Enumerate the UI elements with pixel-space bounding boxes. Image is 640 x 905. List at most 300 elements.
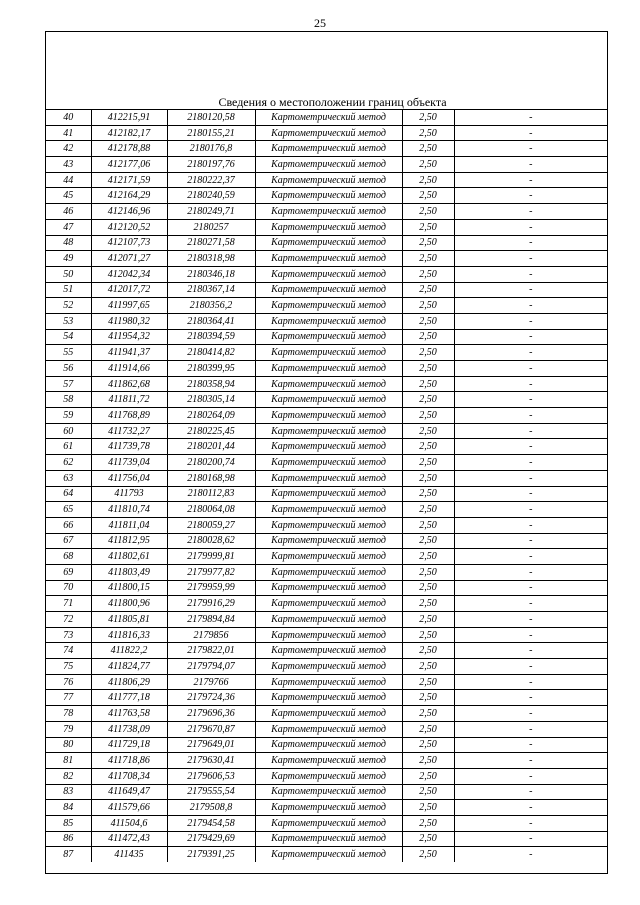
x-coordinate-cell: 411768,89: [91, 408, 167, 424]
method-cell: Картометрический метод: [255, 361, 402, 377]
table-row: [46, 847, 607, 862]
accuracy-cell: 2,50: [402, 564, 454, 580]
y-coordinate-cell: 2180201,44: [167, 439, 255, 455]
point-number-cell: 45: [46, 188, 91, 204]
table-row: [46, 282, 607, 298]
y-coordinate-cell: 2180240,59: [167, 188, 255, 204]
x-coordinate-cell: 411729,18: [91, 737, 167, 753]
accuracy-cell: 2,50: [402, 533, 454, 549]
x-coordinate-cell: 412071,27: [91, 251, 167, 267]
x-coordinate-cell: 412171,59: [91, 172, 167, 188]
y-coordinate-cell: 2179916,29: [167, 596, 255, 612]
description-cell: -: [454, 455, 607, 471]
method-cell: Картометрический метод: [255, 266, 402, 282]
point-number-cell: 62: [46, 455, 91, 471]
point-number-cell: 80: [46, 737, 91, 753]
point-number-cell: 79: [46, 721, 91, 737]
point-number-cell: 43: [46, 157, 91, 173]
coordinates-table: [46, 109, 607, 862]
method-cell: Картометрический метод: [255, 784, 402, 800]
description-cell: -: [454, 674, 607, 690]
x-coordinate-cell: 411824,77: [91, 659, 167, 675]
method-cell: Картометрический метод: [255, 298, 402, 314]
x-coordinate-cell: 411914,66: [91, 361, 167, 377]
method-cell: Картометрический метод: [255, 408, 402, 424]
method-cell: Картометрический метод: [255, 737, 402, 753]
description-cell: -: [454, 219, 607, 235]
description-cell: -: [454, 266, 607, 282]
y-coordinate-cell: 2180155,21: [167, 125, 255, 141]
method-cell: Картометрический метод: [255, 659, 402, 675]
method-cell: Картометрический метод: [255, 392, 402, 408]
point-number-cell: 73: [46, 627, 91, 643]
description-cell: -: [454, 753, 607, 769]
description-cell: -: [454, 313, 607, 329]
table-row: [46, 157, 607, 173]
point-number-cell: 55: [46, 345, 91, 361]
point-number-cell: 50: [46, 266, 91, 282]
y-coordinate-cell: 2179454,58: [167, 815, 255, 831]
x-coordinate-cell: 411777,18: [91, 690, 167, 706]
point-number-cell: 61: [46, 439, 91, 455]
table-row: [46, 266, 607, 282]
method-cell: Картометрический метод: [255, 643, 402, 659]
table-row: [46, 423, 607, 439]
point-number-cell: 64: [46, 486, 91, 502]
table-row: [46, 251, 607, 267]
point-number-cell: 46: [46, 204, 91, 220]
table-row: [46, 627, 607, 643]
point-number-cell: 85: [46, 815, 91, 831]
point-number-cell: 77: [46, 690, 91, 706]
table-row: [46, 313, 607, 329]
y-coordinate-cell: 2179724,36: [167, 690, 255, 706]
method-cell: Картометрический метод: [255, 502, 402, 518]
y-coordinate-cell: 2180222,37: [167, 172, 255, 188]
description-cell: -: [454, 298, 607, 314]
point-number-cell: 82: [46, 768, 91, 784]
accuracy-cell: 2,50: [402, 266, 454, 282]
x-coordinate-cell: 411738,09: [91, 721, 167, 737]
accuracy-cell: 2,50: [402, 612, 454, 628]
method-cell: Картометрический метод: [255, 423, 402, 439]
table-row: [46, 533, 607, 549]
point-number-cell: 74: [46, 643, 91, 659]
description-cell: -: [454, 690, 607, 706]
x-coordinate-cell: 412164,29: [91, 188, 167, 204]
x-coordinate-cell: 411810,74: [91, 502, 167, 518]
table-row: [46, 737, 607, 753]
table-row: [46, 643, 607, 659]
method-cell: Картометрический метод: [255, 580, 402, 596]
accuracy-cell: 2,50: [402, 674, 454, 690]
description-cell: -: [454, 549, 607, 565]
y-coordinate-cell: 2179894,84: [167, 612, 255, 628]
description-cell: -: [454, 188, 607, 204]
x-coordinate-cell: 411718,86: [91, 753, 167, 769]
description-cell: -: [454, 110, 607, 126]
method-cell: Картометрический метод: [255, 125, 402, 141]
point-number-cell: 41: [46, 125, 91, 141]
accuracy-cell: 2,50: [402, 423, 454, 439]
x-coordinate-cell: 411756,04: [91, 470, 167, 486]
point-number-cell: 75: [46, 659, 91, 675]
x-coordinate-cell: 411579,66: [91, 800, 167, 816]
y-coordinate-cell: 2180064,08: [167, 502, 255, 518]
y-coordinate-cell: 2179429,69: [167, 831, 255, 847]
accuracy-cell: 2,50: [402, 110, 454, 126]
description-cell: -: [454, 408, 607, 424]
point-number-cell: 49: [46, 251, 91, 267]
point-number-cell: 48: [46, 235, 91, 251]
point-number-cell: 65: [46, 502, 91, 518]
table-row: [46, 470, 607, 486]
method-cell: Картометрический метод: [255, 141, 402, 157]
x-coordinate-cell: 411954,32: [91, 329, 167, 345]
y-coordinate-cell: 2180112,83: [167, 486, 255, 502]
table-row: [46, 831, 607, 847]
x-coordinate-cell: 411732,27: [91, 423, 167, 439]
method-cell: Картометрический метод: [255, 800, 402, 816]
point-number-cell: 87: [46, 847, 91, 862]
method-cell: Картометрический метод: [255, 721, 402, 737]
accuracy-cell: 2,50: [402, 313, 454, 329]
point-number-cell: 72: [46, 612, 91, 628]
accuracy-cell: 2,50: [402, 690, 454, 706]
description-cell: -: [454, 517, 607, 533]
accuracy-cell: 2,50: [402, 188, 454, 204]
table-row: [46, 345, 607, 361]
y-coordinate-cell: 2180358,94: [167, 376, 255, 392]
table-row: [46, 768, 607, 784]
y-coordinate-cell: 2179555,54: [167, 784, 255, 800]
x-coordinate-cell: 411941,37: [91, 345, 167, 361]
table-row: [46, 659, 607, 675]
method-cell: Картометрический метод: [255, 612, 402, 628]
method-cell: Картометрический метод: [255, 455, 402, 471]
x-coordinate-cell: 412177,06: [91, 157, 167, 173]
description-cell: -: [454, 502, 607, 518]
point-number-cell: 54: [46, 329, 91, 345]
point-number-cell: 42: [46, 141, 91, 157]
x-coordinate-cell: 411812,95: [91, 533, 167, 549]
point-number-cell: 59: [46, 408, 91, 424]
table-row: [46, 329, 607, 345]
description-cell: -: [454, 737, 607, 753]
table-row: [46, 110, 607, 126]
accuracy-cell: 2,50: [402, 470, 454, 486]
method-cell: Картометрический метод: [255, 188, 402, 204]
coordinates-table-body: [46, 110, 607, 863]
description-cell: -: [454, 580, 607, 596]
accuracy-cell: 2,50: [402, 204, 454, 220]
y-coordinate-cell: 2179670,87: [167, 721, 255, 737]
accuracy-cell: 2,50: [402, 800, 454, 816]
x-coordinate-cell: 411708,34: [91, 768, 167, 784]
table-row: [46, 172, 607, 188]
x-coordinate-cell: 412178,88: [91, 141, 167, 157]
y-coordinate-cell: 2179649,01: [167, 737, 255, 753]
y-coordinate-cell: 2180257: [167, 219, 255, 235]
y-coordinate-cell: 2179606,53: [167, 768, 255, 784]
method-cell: Картометрический метод: [255, 251, 402, 267]
accuracy-cell: 2,50: [402, 329, 454, 345]
point-number-cell: 44: [46, 172, 91, 188]
point-number-cell: 53: [46, 313, 91, 329]
point-number-cell: 56: [46, 361, 91, 377]
table-row: [46, 502, 607, 518]
description-cell: -: [454, 235, 607, 251]
point-number-cell: 69: [46, 564, 91, 580]
accuracy-cell: 2,50: [402, 141, 454, 157]
method-cell: Картометрический метод: [255, 157, 402, 173]
y-coordinate-cell: 2180197,76: [167, 157, 255, 173]
y-coordinate-cell: 2180394,59: [167, 329, 255, 345]
x-coordinate-cell: 412042,34: [91, 266, 167, 282]
x-coordinate-cell: 411811,72: [91, 392, 167, 408]
description-cell: -: [454, 847, 607, 862]
accuracy-cell: 2,50: [402, 517, 454, 533]
accuracy-cell: 2,50: [402, 831, 454, 847]
method-cell: Картометрический метод: [255, 517, 402, 533]
accuracy-cell: 2,50: [402, 298, 454, 314]
accuracy-cell: 2,50: [402, 345, 454, 361]
y-coordinate-cell: 2179794,07: [167, 659, 255, 675]
accuracy-cell: 2,50: [402, 721, 454, 737]
description-cell: -: [454, 784, 607, 800]
accuracy-cell: 2,50: [402, 361, 454, 377]
x-coordinate-cell: 411435: [91, 847, 167, 862]
x-coordinate-cell: 412107,73: [91, 235, 167, 251]
x-coordinate-cell: 411793: [91, 486, 167, 502]
description-cell: -: [454, 376, 607, 392]
table-row: [46, 408, 607, 424]
description-cell: -: [454, 470, 607, 486]
method-cell: Картометрический метод: [255, 313, 402, 329]
y-coordinate-cell: 2180364,41: [167, 313, 255, 329]
y-coordinate-cell: 2180305,14: [167, 392, 255, 408]
description-cell: -: [454, 721, 607, 737]
x-coordinate-cell: 411806,29: [91, 674, 167, 690]
table-row: [46, 141, 607, 157]
y-coordinate-cell: 2180176,8: [167, 141, 255, 157]
table-row: [46, 564, 607, 580]
description-cell: -: [454, 423, 607, 439]
table-row: [46, 612, 607, 628]
y-coordinate-cell: 2180399,95: [167, 361, 255, 377]
table-row: [46, 376, 607, 392]
y-coordinate-cell: 2180059,27: [167, 517, 255, 533]
table-row: [46, 392, 607, 408]
y-coordinate-cell: 2180168,98: [167, 470, 255, 486]
method-cell: Картометрический метод: [255, 815, 402, 831]
description-cell: -: [454, 125, 607, 141]
table-row: [46, 455, 607, 471]
description-cell: -: [454, 392, 607, 408]
method-cell: Картометрический метод: [255, 596, 402, 612]
x-coordinate-cell: 411800,15: [91, 580, 167, 596]
point-number-cell: 68: [46, 549, 91, 565]
accuracy-cell: 2,50: [402, 172, 454, 188]
table-row: [46, 815, 607, 831]
table-row: [46, 188, 607, 204]
x-coordinate-cell: 411763,58: [91, 706, 167, 722]
x-coordinate-cell: 411822,2: [91, 643, 167, 659]
y-coordinate-cell: 2180264,09: [167, 408, 255, 424]
y-coordinate-cell: 2179766: [167, 674, 255, 690]
description-cell: -: [454, 329, 607, 345]
x-coordinate-cell: 411862,68: [91, 376, 167, 392]
method-cell: Картометрический метод: [255, 110, 402, 126]
point-number-cell: 40: [46, 110, 91, 126]
point-number-cell: 76: [46, 674, 91, 690]
description-cell: -: [454, 251, 607, 267]
table-row: [46, 706, 607, 722]
x-coordinate-cell: 411649,47: [91, 784, 167, 800]
method-cell: Картометрический метод: [255, 439, 402, 455]
accuracy-cell: 2,50: [402, 219, 454, 235]
accuracy-cell: 2,50: [402, 768, 454, 784]
point-number-cell: 70: [46, 580, 91, 596]
table-row: [46, 204, 607, 220]
description-cell: -: [454, 141, 607, 157]
method-cell: Картометрический метод: [255, 847, 402, 862]
table-row: [46, 219, 607, 235]
y-coordinate-cell: 2179696,36: [167, 706, 255, 722]
method-cell: Картометрический метод: [255, 690, 402, 706]
point-number-cell: 57: [46, 376, 91, 392]
y-coordinate-cell: 2180120,58: [167, 110, 255, 126]
method-cell: Картометрический метод: [255, 219, 402, 235]
description-cell: -: [454, 282, 607, 298]
y-coordinate-cell: 2180271,58: [167, 235, 255, 251]
point-number-cell: 67: [46, 533, 91, 549]
accuracy-cell: 2,50: [402, 596, 454, 612]
y-coordinate-cell: 2180367,14: [167, 282, 255, 298]
point-number-cell: 51: [46, 282, 91, 298]
y-coordinate-cell: 2179959,99: [167, 580, 255, 596]
table-row: [46, 721, 607, 737]
x-coordinate-cell: 412215,91: [91, 110, 167, 126]
accuracy-cell: 2,50: [402, 815, 454, 831]
accuracy-cell: 2,50: [402, 847, 454, 862]
description-cell: -: [454, 831, 607, 847]
method-cell: Картометрический метод: [255, 486, 402, 502]
y-coordinate-cell: 2179391,25: [167, 847, 255, 862]
description-cell: -: [454, 706, 607, 722]
accuracy-cell: 2,50: [402, 549, 454, 565]
method-cell: Картометрический метод: [255, 345, 402, 361]
description-cell: -: [454, 800, 607, 816]
point-number-cell: 63: [46, 470, 91, 486]
x-coordinate-cell: 411739,04: [91, 455, 167, 471]
description-cell: -: [454, 157, 607, 173]
y-coordinate-cell: 2180028,62: [167, 533, 255, 549]
method-cell: Картометрический метод: [255, 549, 402, 565]
table-row: [46, 753, 607, 769]
table-row: [46, 486, 607, 502]
x-coordinate-cell: 411472,43: [91, 831, 167, 847]
description-cell: -: [454, 533, 607, 549]
point-number-cell: 47: [46, 219, 91, 235]
method-cell: Картометрический метод: [255, 627, 402, 643]
x-coordinate-cell: 411504,6: [91, 815, 167, 831]
description-cell: -: [454, 627, 607, 643]
method-cell: Картометрический метод: [255, 533, 402, 549]
method-cell: Картометрический метод: [255, 706, 402, 722]
method-cell: Картометрический метод: [255, 831, 402, 847]
x-coordinate-cell: 412017,72: [91, 282, 167, 298]
table-row: [46, 361, 607, 377]
x-coordinate-cell: 411997,65: [91, 298, 167, 314]
point-number-cell: 84: [46, 800, 91, 816]
table-row: [46, 125, 607, 141]
x-coordinate-cell: 411816,33: [91, 627, 167, 643]
description-cell: -: [454, 361, 607, 377]
point-number-cell: 83: [46, 784, 91, 800]
description-cell: -: [454, 768, 607, 784]
method-cell: Картометрический метод: [255, 564, 402, 580]
x-coordinate-cell: 411805,81: [91, 612, 167, 628]
accuracy-cell: 2,50: [402, 580, 454, 596]
point-number-cell: 78: [46, 706, 91, 722]
table-row: [46, 439, 607, 455]
method-cell: Картометрический метод: [255, 674, 402, 690]
method-cell: Картометрический метод: [255, 204, 402, 220]
x-coordinate-cell: 411803,49: [91, 564, 167, 580]
method-cell: Картометрический метод: [255, 329, 402, 345]
point-number-cell: 58: [46, 392, 91, 408]
point-number-cell: 60: [46, 423, 91, 439]
accuracy-cell: 2,50: [402, 157, 454, 173]
accuracy-cell: 2,50: [402, 737, 454, 753]
method-cell: Картометрический метод: [255, 282, 402, 298]
table-row: [46, 784, 607, 800]
y-coordinate-cell: 2179630,41: [167, 753, 255, 769]
accuracy-cell: 2,50: [402, 455, 454, 471]
description-cell: -: [454, 643, 607, 659]
accuracy-cell: 2,50: [402, 376, 454, 392]
table-row: [46, 690, 607, 706]
table-row: [46, 580, 607, 596]
description-cell: -: [454, 564, 607, 580]
section-title: Сведения о местоположении границ объекта: [218, 95, 447, 109]
accuracy-cell: 2,50: [402, 282, 454, 298]
accuracy-cell: 2,50: [402, 235, 454, 251]
description-cell: -: [454, 596, 607, 612]
point-number-cell: 81: [46, 753, 91, 769]
x-coordinate-cell: 411800,96: [91, 596, 167, 612]
table-row: [46, 235, 607, 251]
accuracy-cell: 2,50: [402, 502, 454, 518]
accuracy-cell: 2,50: [402, 486, 454, 502]
y-coordinate-cell: 2180225,45: [167, 423, 255, 439]
description-cell: -: [454, 204, 607, 220]
y-coordinate-cell: 2180414,82: [167, 345, 255, 361]
y-coordinate-cell: 2180318,98: [167, 251, 255, 267]
method-cell: Картометрический метод: [255, 172, 402, 188]
point-number-cell: 52: [46, 298, 91, 314]
point-number-cell: 66: [46, 517, 91, 533]
method-cell: Картометрический метод: [255, 376, 402, 392]
table-row: [46, 596, 607, 612]
document-frame: [45, 31, 608, 874]
accuracy-cell: 2,50: [402, 753, 454, 769]
accuracy-cell: 2,50: [402, 627, 454, 643]
table-row: [46, 549, 607, 565]
description-cell: -: [454, 345, 607, 361]
y-coordinate-cell: 2180346,18: [167, 266, 255, 282]
